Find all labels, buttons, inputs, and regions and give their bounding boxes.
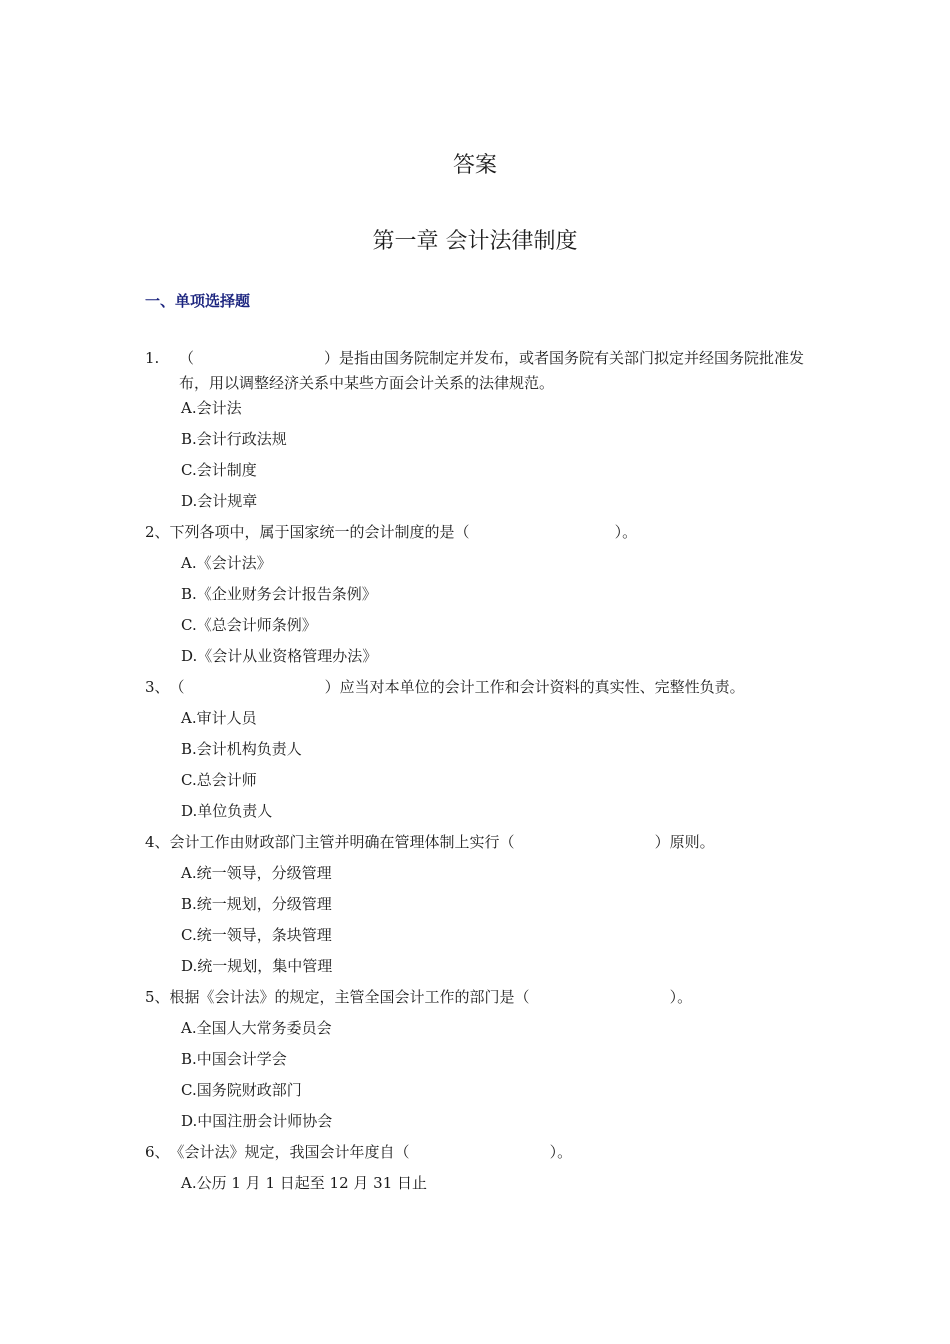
question-text: 根据《会计法》的规定，主管全国会计工作的部门是（ [169, 988, 530, 1006]
question-number: 1. [145, 349, 160, 367]
option-b: B.中国会计学会 [181, 1050, 287, 1068]
question-number: 5、 [145, 988, 170, 1006]
question-text: ）是指由国务院制定并发布，或者国务院有关部门拟定并经国务院批准发布，用以调整经济关系中某些方面会计关系的法律规范。 [179, 349, 805, 392]
option-a: A.公历 1 月 1 日起至 12 月 31 日止 [181, 1174, 428, 1192]
question-text: 会计工作由财政部门主管并明确在管理体制上实行（ [169, 833, 515, 851]
chapter-title: 第一章 会计法律制度 [372, 229, 578, 254]
option-a: A.会计法 [181, 399, 242, 417]
question-text: 下列各项中，属于国家统一的会计制度的是（ [169, 523, 470, 541]
question-number: 2、 [145, 523, 170, 541]
question-list [145, 346, 815, 1202]
option-a: A.《会计法》 [181, 554, 272, 572]
question-text: （ [179, 349, 195, 367]
option-b: B.《企业财务会计报告条例》 [181, 585, 377, 603]
question-number: 4、 [145, 833, 170, 851]
option-a: A.统一领导，分级管理 [181, 864, 332, 882]
question-text: （ [169, 678, 185, 696]
question-text: ）。 [669, 988, 693, 1006]
option-a: A.全国人大常务委员会 [181, 1019, 332, 1037]
question-text: ）原则。 [654, 833, 715, 851]
document-title: 答案 [452, 153, 497, 178]
question-text: ）。 [614, 523, 638, 541]
option-d: D.统一规划，集中管理 [181, 957, 333, 975]
option-a: A.审计人员 [181, 709, 257, 727]
question-3-stem [145, 675, 815, 706]
option-b: B.会计机构负责人 [181, 740, 302, 758]
option-c: C.国务院财政部门 [181, 1081, 302, 1099]
question-1-stem [145, 346, 815, 396]
question-number: 6、 [145, 1143, 170, 1161]
question-number: 3、 [145, 678, 170, 696]
option-b: B.统一规划，分级管理 [181, 895, 332, 913]
option-c: C.统一领导，条块管理 [181, 926, 332, 944]
option-d: D.《会计从业资格管理办法》 [181, 647, 378, 665]
option-c: C.会计制度 [181, 461, 257, 479]
section-heading: 一、单项选择题 [145, 292, 251, 310]
question-text: 《会计法》规定，我国会计年度自（ [169, 1143, 410, 1161]
option-c: C.《总会计师条例》 [181, 616, 317, 634]
option-d: D.中国注册会计师协会 [181, 1112, 333, 1130]
option-d: D.会计规章 [181, 492, 258, 510]
question-5-stem [145, 985, 815, 1016]
question-2-stem [145, 520, 815, 551]
question-text: ）应当对本单位的会计工作和会计资料的真实性、完整性负责。 [324, 678, 745, 696]
option-d: D.单位负责人 [181, 802, 273, 820]
question-4-stem [145, 830, 815, 861]
option-b: B.会计行政法规 [181, 430, 287, 448]
option-c: C.总会计师 [181, 771, 257, 789]
question-6-stem [145, 1140, 815, 1171]
question-text: ）。 [549, 1143, 573, 1161]
